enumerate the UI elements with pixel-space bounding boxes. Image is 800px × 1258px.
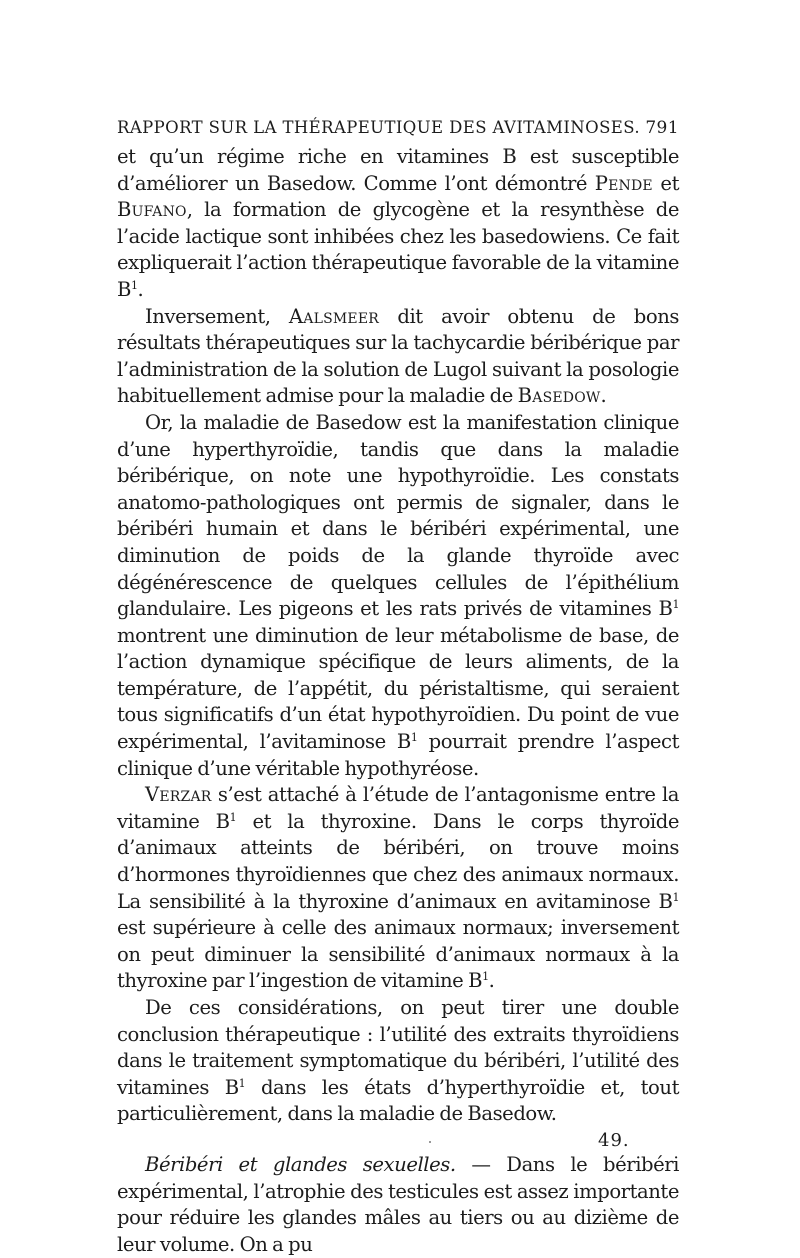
text-run: . <box>600 384 607 408</box>
author-name: Bufano <box>117 198 187 222</box>
superscript: 1 <box>672 598 679 612</box>
paragraph-1 <box>117 144 679 304</box>
text-run: s’est attaché à l’étude de l’antagonisme entre la vitamine B <box>117 783 679 833</box>
text-run: , la formation de glycogène et la resynthèse de l’acide lactique sont inhibées chez les basedowiens. Ce fait expliquerait l’action thérapeutique favorable de la vitamine B <box>117 198 679 301</box>
text-run: Inversement, <box>145 304 289 328</box>
ink-speck <box>429 1141 431 1143</box>
author-name: Pende <box>594 171 653 195</box>
superscript: 1 <box>482 970 489 984</box>
author-name: Verzar <box>145 783 212 807</box>
text-run: . <box>488 969 495 993</box>
running-head <box>117 114 679 142</box>
paragraph-4 <box>117 782 679 995</box>
text-run: et la thyroxine. Dans le corps thyroïde d’animaux atteints de béribéri, on trouve moins d’hormones thyroïdiennes que chez des animaux normaux. La sensibilité à la thyroxine d’animaux en avitaminose B <box>117 809 679 913</box>
superscript: 1 <box>672 890 679 904</box>
page-number: 791 <box>645 118 679 138</box>
text-run: . <box>137 277 144 301</box>
paragraph-2 <box>117 304 679 410</box>
section-title: Béribéri et glandes sexuelles. <box>145 1152 456 1176</box>
text-run: et qu’un régime riche en vitamines B est susceptible d’améliorer un Basedow. Comme l’ont démontré <box>117 145 679 195</box>
text-run: dit avoir obtenu de bons résultats thérapeutiques sur la tachycardie béribérique par l’administration de la solution de Lugol suivant la posologie habituellement admise pour la maladie de <box>117 304 679 408</box>
text-run: est supérieure à celle des animaux normaux; inversement on peut diminuer la sensibilité d’animaux normaux à la thyroxine par l’ingestion de vitamine B <box>117 916 679 993</box>
signature-mark: 49. <box>598 1130 630 1151</box>
text-run: pourrait prendre l’aspect clinique d’une véritable hypothyréose. <box>117 730 679 780</box>
superscript: 1 <box>238 1076 246 1090</box>
page <box>117 114 679 1258</box>
superscript: 1 <box>229 810 237 824</box>
paragraph-6 <box>117 1152 679 1258</box>
author-name: Basedow <box>517 384 601 408</box>
paragraph-5 <box>117 995 679 1128</box>
running-head-title: RAPPORT SUR LA THÉRAPEUTIQUE DES AVITAMINOSES. <box>117 118 640 137</box>
text-run: — Dans le béribéri expérimental, l’atrophie des testicules est assez importante pour réduire les glandes mâles au tiers ou au dizième de leur volume. On a pu <box>117 1152 679 1256</box>
superscript: 1 <box>130 278 138 292</box>
section-gap <box>117 1128 679 1152</box>
author-name: Aalsmeer <box>288 304 379 328</box>
text-run: dans les états d’hyperthyroïdie et, tout particulièrement, dans la maladie de Basedow. <box>117 1075 680 1126</box>
body-text <box>117 144 679 1258</box>
superscript: 1 <box>410 731 418 745</box>
text-run: De ces considérations, on peut tirer une double conclusion thérapeutique : l’utilité des extraits thyroïdiens dans le traitement symptomatique du béribéri, l’utilité des vitamines B <box>117 996 679 1099</box>
text-run: Or, la maladie de Basedow est la manifestation clinique d’une hyperthyroïdie, tandis que dans la maladie béribérique, on note une hypothyroïdie. Les constats anatomo-pathologiques ont permis de signaler, dans le béribéri humain et dans le béribéri expérimental, une diminution de poids de la glande thyroïde avec dégénérescence de quelques cellules de l’épithélium glandulaire. Les pigeons et les rats privés de vitamines B <box>117 410 679 621</box>
text-run: et <box>652 171 679 195</box>
paragraph-3 <box>117 410 679 782</box>
text-run: montrent une diminution de leur métabolisme de base, de l’action dynamique spécifique de leurs aliments, de la température, de l’appétit, du péristaltisme, qui seraient tous significatifs d’un état hypothyroïdien. Du point de vue expérimental, l’avitaminose B <box>117 623 679 754</box>
